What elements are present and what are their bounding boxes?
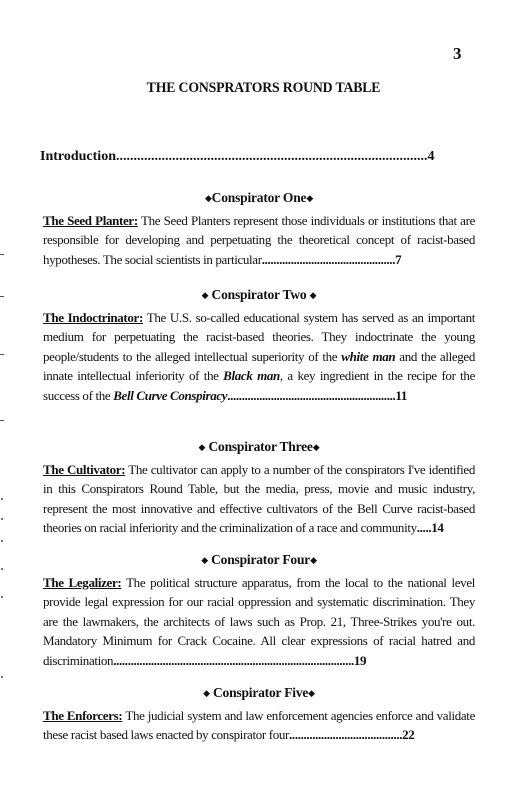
section-body <box>43 460 475 538</box>
section-text: , a key ingredient in the recipe for the success of the <box>43 368 476 403</box>
section-text: The Seed Planters represent those individuals or institutions that are responsible for developing and perpetuating the theoretical concept of racist-based hypotheses. The social scientists in particular <box>43 212 476 267</box>
section-text: The cultivator can apply to a number of the conspirators I've identified in this Conspirators Round Table, but the media, press, movie and music industry, represent the most innovative and effective cultivators of the Bell Curve racist-based theories on racial inferiority and the criminalization of a race and community <box>43 461 475 535</box>
section-body <box>43 573 475 671</box>
section-conspirator-three <box>43 437 475 538</box>
section-emphasis: Bell Curve Conspiracy <box>113 387 228 403</box>
scan-artifact <box>1 540 3 542</box>
diamond-icon: ◆ <box>204 194 212 204</box>
intro-label: Introduction <box>40 149 116 164</box>
section-text: The judicial system and law enforcement agencies enforce and validate these racist based laws enacted by conspirator four <box>43 707 475 742</box>
section-heading-label: Conspirator Three <box>208 439 313 454</box>
scan-artifact <box>1 676 3 678</box>
diamond-icon: ◆ <box>312 443 320 453</box>
scan-artifact <box>0 254 4 255</box>
section-heading <box>43 285 475 307</box>
diamond-icon: ◆ <box>201 291 209 301</box>
scan-artifact <box>1 518 3 520</box>
section-term: The Seed Planter: <box>43 212 138 228</box>
intro-page-number: 4 <box>427 149 435 164</box>
section-conspirator-one <box>43 188 475 269</box>
diamond-icon: ◆ <box>198 443 206 453</box>
section-text: The political structure apparatus, from the local to the national level provide legal expression for our racial oppression and systematic discrimination. They are the lawmakers, the architects of laws such as Prop. 21, Three-Strikes you're out. Mandatory Minimum for Crack Cocaine. All clear expressions of racial hatred and discrimination <box>43 574 476 668</box>
section-page-number: 7 <box>395 251 402 267</box>
section-conspirator-four <box>43 550 475 670</box>
scan-artifact <box>0 420 4 421</box>
intro-leader-dots: ......................................................................................... <box>115 149 428 164</box>
section-heading-label: Conspirator One <box>211 190 307 205</box>
section-body <box>43 706 475 745</box>
scan-artifact <box>1 498 3 500</box>
diamond-icon: ◆ <box>309 291 317 301</box>
section-term: The Legalizer: <box>43 574 122 590</box>
diamond-icon: ◆ <box>203 689 210 699</box>
section-heading-label: Conspirator Five <box>213 685 309 700</box>
page-number: 3 <box>453 44 462 63</box>
scan-artifact <box>0 296 4 297</box>
diamond-icon: ◆ <box>310 556 317 566</box>
section-emphasis: white man <box>341 348 396 364</box>
section-term: The Cultivator: <box>43 461 126 477</box>
intro-entry <box>40 148 460 166</box>
section-body <box>43 308 475 406</box>
page-title: THE CONSPRATORS ROUND TABLE <box>146 80 381 96</box>
section-conspirator-five <box>43 683 475 745</box>
diamond-icon: ◆ <box>201 556 208 566</box>
section-page-number: 11 <box>395 387 407 403</box>
section-emphasis: Black man <box>223 368 280 383</box>
leader-dots: ....................................... <box>289 727 403 742</box>
section-heading-label: Conspirator Two <box>211 287 307 302</box>
section-heading <box>43 188 475 210</box>
section-term: The Enforcers: <box>43 707 123 723</box>
section-heading <box>43 550 475 572</box>
section-heading-label: Conspirator Four <box>211 552 311 567</box>
leader-dots: ................................................................................... <box>113 652 354 668</box>
section-page-number: 22 <box>402 727 415 742</box>
leader-dots: ..... <box>416 520 432 535</box>
scan-artifact <box>1 596 3 598</box>
section-text: and the alleged innate intellectual inferiority of the <box>43 348 476 383</box>
section-text: The U.S. so-called educational system has served as an important medium for perpetuating the racist-based theories. They indoctrinate the young people/students to the alleged intellectual superiority of the <box>43 309 475 364</box>
scan-artifact <box>0 354 4 355</box>
scan-artifact <box>1 568 3 570</box>
section-body <box>43 211 475 270</box>
section-conspirator-two <box>43 285 475 405</box>
leader-dots: .............................................. <box>261 251 396 267</box>
section-page-number: 14 <box>431 520 444 535</box>
section-heading <box>43 437 475 459</box>
diamond-icon: ◆ <box>308 689 315 699</box>
diamond-icon: ◆ <box>306 194 314 204</box>
leader-dots: .......................................................... <box>227 387 396 403</box>
section-term: The Indoctrinator: <box>43 309 143 325</box>
section-heading <box>43 683 475 705</box>
section-page-number: 19 <box>353 652 367 668</box>
